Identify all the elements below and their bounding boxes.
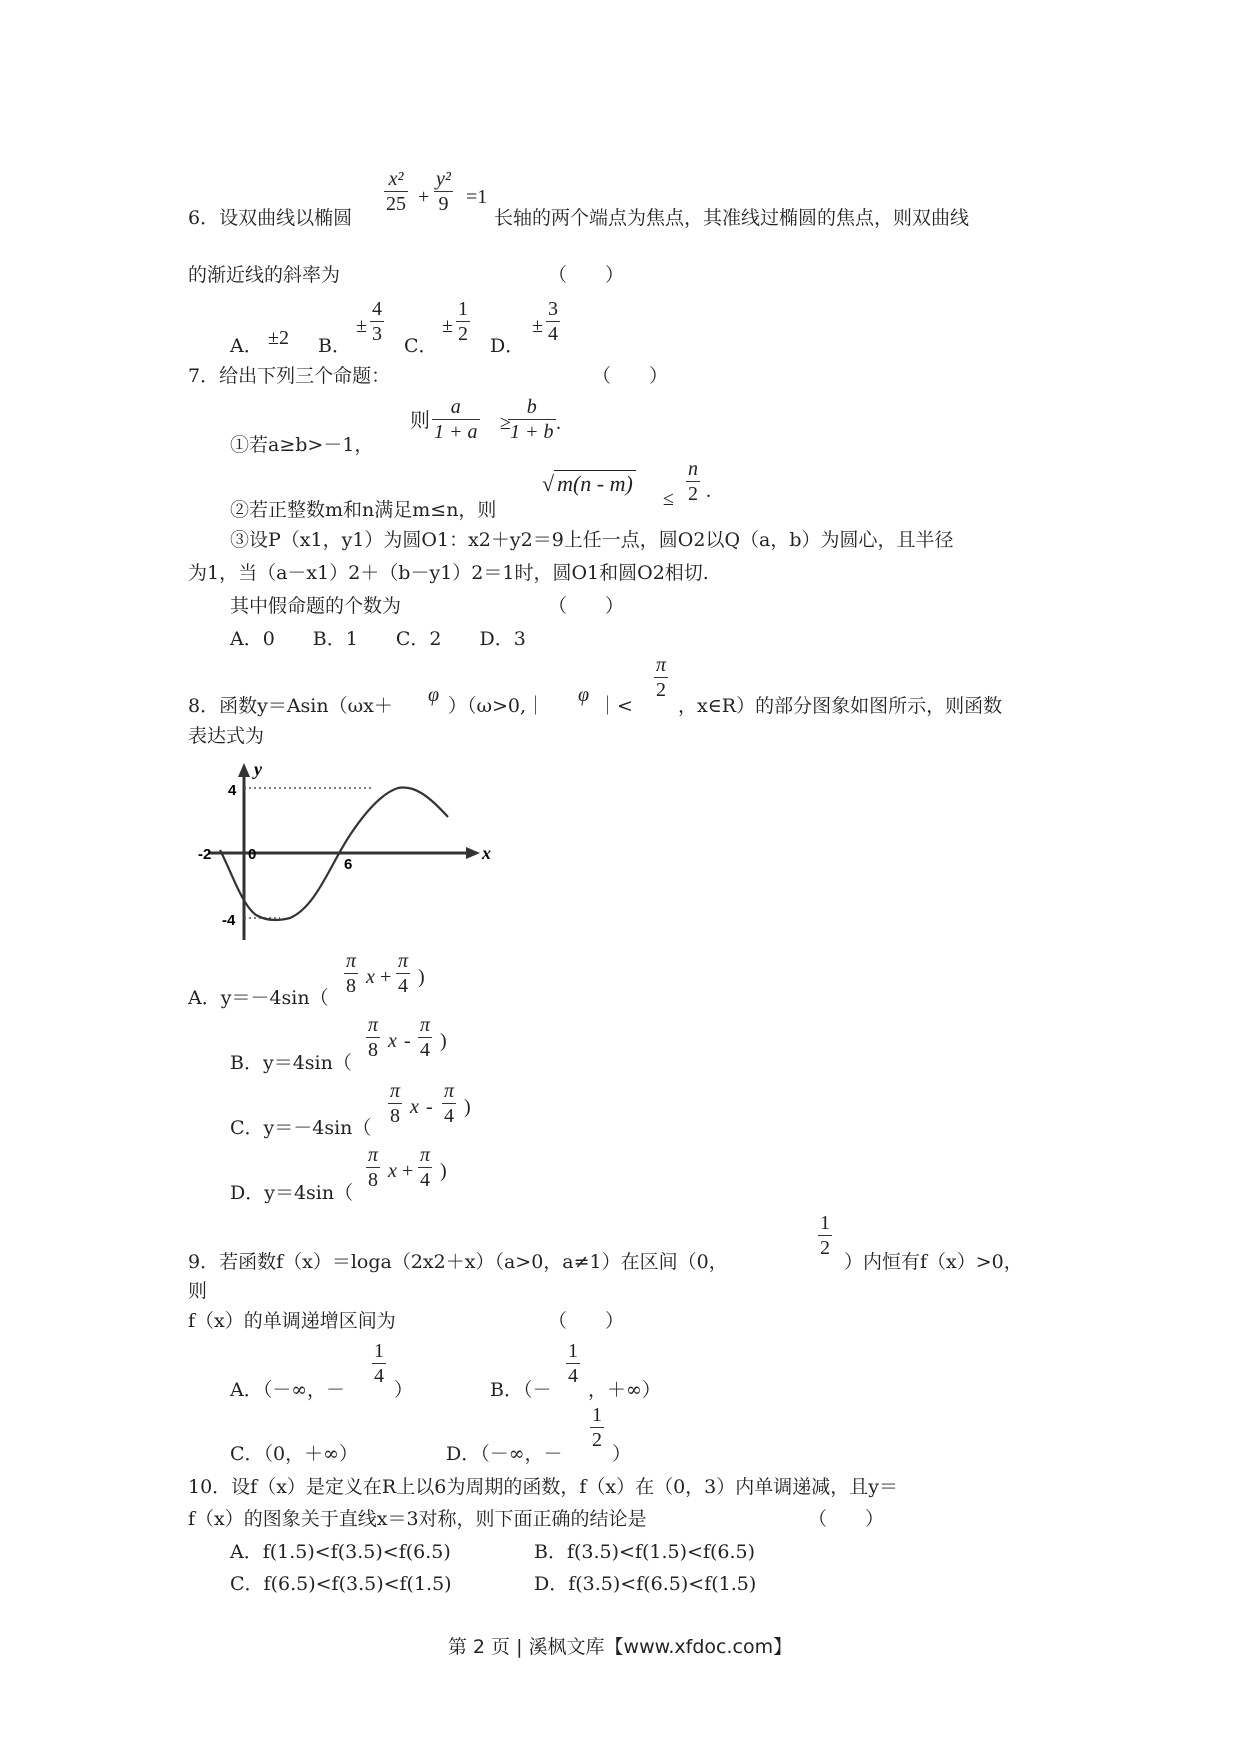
q7-proposition-3-line2: 为1，当（a－x1）2＋（b－y1）2＝1时，圆O1和圆O2相切. — [188, 562, 709, 584]
q9-option-d-pre: D．（－∞，－ — [446, 1443, 563, 1465]
graph-tick-0: 0 — [248, 846, 257, 863]
q8-option-a-x: x — [366, 966, 375, 988]
q7-p1-then: 则 — [410, 410, 430, 432]
q6-option-b-sign: ± — [356, 315, 367, 337]
q8-option-b-frac1: π 8 — [368, 1014, 379, 1061]
q9-option-b-frac: 1 4 — [568, 1340, 578, 1387]
graph-x-label: x — [482, 843, 491, 863]
graph-tick-neg2: -2 — [198, 846, 212, 863]
q8-option-b-x: x — [388, 1030, 397, 1052]
q8-option-d-close: ) — [440, 1160, 447, 1182]
q8-option-d-frac1: π 8 — [368, 1144, 379, 1191]
q8-option-d-frac2: π 4 — [420, 1144, 431, 1191]
q8-option-b: B．y＝4sin（ — [230, 1052, 352, 1074]
q9-stem-line1: 9．若函数f（x）＝loga（2x2＋x）（a>0，a≠1）在区间（0， — [188, 1251, 728, 1273]
q8-stem-line2: 表达式为 — [188, 725, 265, 747]
q7-options: A．0 B．1 C．2 D．3 — [230, 628, 526, 650]
q9-option-a-pre: A．（－∞，－ — [230, 1379, 346, 1401]
q8-option-d-x: x — [388, 1160, 397, 1182]
q10-option-b: B．f(3.5)<f(1.5)<f(6.5) — [534, 1541, 756, 1563]
q9-option-d-post: ） — [612, 1443, 632, 1465]
graph-y-label: y — [254, 759, 262, 779]
q8-option-c-x: x — [410, 1096, 419, 1118]
q7-stem: 7．给出下列三个命题： — [188, 365, 391, 387]
q10-option-c: C．f(6.5)<f(3.5)<f(1.5) — [230, 1573, 452, 1595]
q9-option-a-post: ） — [394, 1379, 414, 1401]
q7-ask-paren: （ ） — [548, 595, 625, 617]
q6-plus: + — [418, 186, 430, 208]
q8-option-b-close: ) — [440, 1030, 447, 1052]
q6-eq-1: =1 — [466, 186, 488, 208]
q7-proposition-3-line1: ③设P（x1，y1）为圆O1：x2＋y2＝9上任一点，圆O2以Q（a，b）为圆心，且半径 — [230, 529, 954, 551]
q7-proposition-1: ①若a≥b>－1， — [230, 434, 374, 456]
q10-option-d: D．f(3.5)<f(6.5)<f(1.5) — [534, 1573, 757, 1595]
q6-stem-line2: 的渐近线的斜率为 — [188, 264, 341, 286]
q8-stem-part-c: ｜< — [598, 695, 633, 717]
q6-stem-part2: 长轴的两个端点为焦点，其准线过椭圆的焦点，则双曲线 — [494, 207, 970, 229]
q7-answer-paren: （ ） — [592, 365, 669, 387]
page-footer: 第 2 页 | 溪枫文库【www.xfdoc.com】 — [447, 1636, 793, 1658]
graph-tick-neg4: -4 — [222, 912, 236, 929]
q9-stem-line1b: ）内恒有f（x）>0， — [844, 1251, 1023, 1273]
q6-option-c-frac: 1 2 — [458, 298, 468, 345]
q8-stem-part-d: ，x∈R）的部分图象如图所示，则函数 — [678, 695, 1003, 717]
q7-p2-le: ≤ — [663, 488, 674, 510]
q6-option-d-frac: 3 4 — [548, 298, 558, 345]
q8-stem-part-a: 8．函数y＝Asin（ωx＋ — [188, 695, 393, 717]
q9-option-b-pre: B．（－ — [490, 1379, 552, 1401]
q7-p1-frac-b: b 1 + b — [510, 396, 554, 443]
q9-option-a-frac: 1 4 — [374, 1340, 384, 1387]
q8-stem-part-b: ）（ω>0,｜ — [448, 695, 546, 717]
graph-x-axis-arrow — [466, 847, 480, 859]
q6-option-d-sign: ± — [532, 315, 543, 337]
q10-stem-line2: f（x）的图象关于直线x＝3对称，则下面正确的结论是 — [188, 1508, 647, 1530]
q7-p1-frac-a: a 1 + a — [434, 396, 478, 443]
q8-option-c-close: ) — [464, 1096, 471, 1118]
q8-option-a-op: + — [380, 966, 392, 988]
q8-option-c-frac1: π 8 — [390, 1080, 401, 1127]
q7-p2-sqrt: √ m(n - m) — [542, 470, 636, 497]
q8-option-b-op: - — [404, 1030, 411, 1052]
q8-option-a-close: ) — [418, 966, 425, 988]
q8-sine-graph — [198, 755, 498, 945]
q8-option-c-op: - — [426, 1096, 433, 1118]
q9-frac-half: 1 2 — [820, 1212, 830, 1259]
q9-answer-paren: （ ） — [548, 1310, 625, 1332]
q6-option-c-label: C． — [404, 335, 438, 357]
q7-p2-frac-n-2: n 2 — [688, 458, 698, 505]
q9-stem-line3: f（x）的单调递增区间为 — [188, 1310, 396, 1332]
q8-option-d: D．y＝4sin（ — [230, 1182, 354, 1204]
q9-stem-line2: 则 — [188, 1280, 208, 1302]
q6-option-a-label: A． — [230, 335, 263, 357]
q8-option-d-op: + — [402, 1160, 414, 1182]
q8-phi-1: φ — [428, 684, 440, 706]
q6-option-c-sign: ± — [442, 315, 453, 337]
graph-y-axis-arrow — [238, 763, 250, 777]
q7-p2-dot: . — [706, 480, 711, 502]
q6-frac-x2-over-25: x² 25 — [386, 168, 406, 215]
q8-option-c-frac2: π 4 — [444, 1080, 455, 1127]
q9-option-d-frac: 1 2 — [592, 1404, 602, 1451]
q8-option-a: A．y＝－4sin（ — [188, 987, 329, 1009]
q6-option-d-label: D． — [490, 335, 525, 357]
q8-option-c: C．y＝－4sin（ — [230, 1117, 372, 1139]
q7-p1-ge: ≥ — [500, 412, 511, 434]
q10-option-a: A．f(1.5)<f(3.5)<f(6.5) — [230, 1541, 451, 1563]
graph-tick-4: 4 — [228, 782, 237, 799]
q6-option-b-frac: 4 3 — [372, 298, 382, 345]
q8-frac-pi-2: π 2 — [656, 654, 667, 701]
q7-proposition-2: ②若正整数m和n满足m≤n，则 — [230, 499, 497, 521]
q9-option-b-post: ，＋∞） — [588, 1379, 661, 1401]
q8-phi-2: φ — [578, 684, 590, 706]
q8-option-b-frac2: π 4 — [420, 1014, 431, 1061]
q10-answer-paren: （ ） — [808, 1508, 885, 1530]
q10-stem-line1: 10．设f（x）是定义在R上以6为周期的函数，f（x）在（0，3）内单调递减，且y＝ — [188, 1476, 898, 1498]
q8-option-a-frac2: π 4 — [398, 950, 409, 997]
q6-option-a-value: ±2 — [268, 327, 289, 349]
graph-tick-6: 6 — [344, 856, 353, 873]
q6-stem-part1: 6．设双曲线以椭圆 — [188, 207, 353, 229]
q7-ask: 其中假命题的个数为 — [230, 595, 402, 617]
q6-answer-paren: （ ） — [548, 264, 625, 286]
q8-option-a-frac1: π 8 — [346, 950, 357, 997]
q6-option-b-label: B． — [318, 335, 351, 357]
q6-frac-y2-over-9: y² 9 — [436, 168, 451, 215]
q9-option-c: C．（0，＋∞） — [230, 1443, 358, 1465]
q7-p1-dot: . — [556, 412, 561, 434]
